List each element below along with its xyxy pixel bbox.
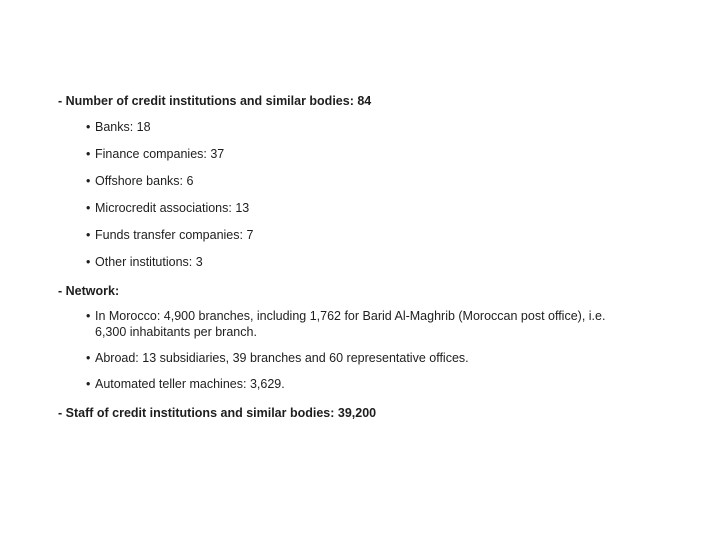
institutions-section (58, 93, 698, 270)
staff-heading: - Staff of credit institutions and similar bodies: 39,200 (58, 406, 377, 420)
network-heading: - Network: (58, 284, 120, 298)
document-body (58, 93, 698, 421)
institutions-heading: - Number of credit institutions and similar bodies: 84 (58, 94, 372, 108)
list-item-microcredit-associations: • Microcredit associations: 13 (86, 200, 698, 216)
network-section (58, 283, 698, 392)
staff-section (58, 405, 698, 421)
list-item-atm: • Automated teller machines: 3,629. (86, 376, 698, 392)
network-list (58, 308, 698, 392)
list-item-funds-transfer-companies: • Funds transfer companies: 7 (86, 227, 698, 243)
morocco-line-1: • In Morocco: 4,900 branches, including 1,762 for Barid Al-Maghrib (Moroccan post office), i.e. (95, 309, 606, 323)
list-item-banks: • Banks: 18 (86, 119, 698, 135)
list-item-abroad: • Abroad: 13 subsidiaries, 39 branches and 60 representative offices. (86, 350, 698, 366)
morocco-line-2: 6,300 inhabitants per branch. (95, 325, 257, 339)
list-item-offshore-banks: • Offshore banks: 6 (86, 173, 698, 189)
list-item-morocco (86, 308, 698, 340)
list-item-other-institutions: • Other institutions: 3 (86, 254, 698, 270)
institutions-list (58, 119, 698, 270)
list-item-finance-companies: • Finance companies: 37 (86, 146, 698, 162)
